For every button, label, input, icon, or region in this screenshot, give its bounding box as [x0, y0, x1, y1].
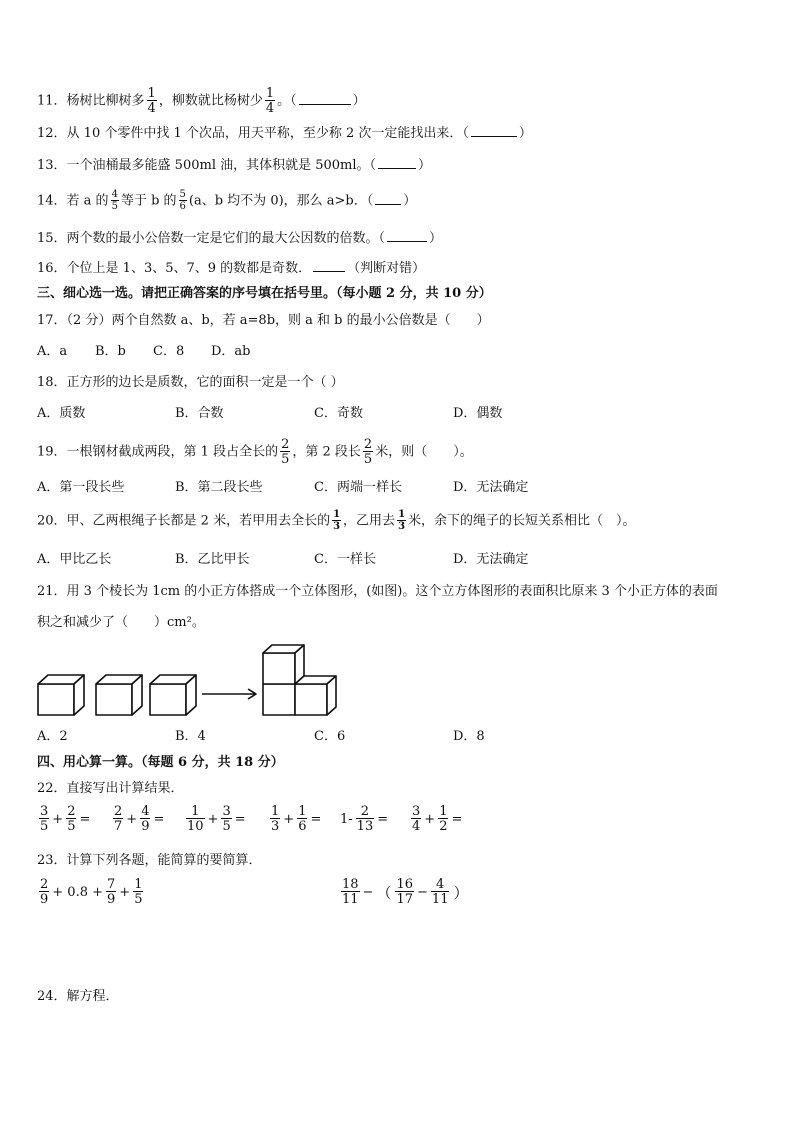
option-b[interactable]: B．第二段长些 [175, 480, 263, 495]
calc-expression-2[interactable]: $\frac{18}{11}$ − （ $\frac{16}{17}$ − $\frac{4}{11}$ ） [342, 877, 469, 907]
option-a[interactable]: A．甲比乙长 [37, 552, 112, 567]
section-4-heading: 四、用心算一算。（每题 6 分，共 18 分） [37, 755, 284, 770]
option-a[interactable]: A．质数 [37, 406, 86, 421]
option-a[interactable]: A．a [37, 344, 68, 359]
calc-item-4[interactable]: $\frac{1}{3}$ + $\frac{1}{6}$ = [271, 804, 322, 834]
option-b[interactable]: B．4 [175, 729, 206, 744]
calc-item-1[interactable]: $\frac{3}{5}$ + $\frac{2}{5}$ = [40, 804, 91, 834]
option-d[interactable]: D．无法确定 [453, 552, 529, 567]
question-13: 13．一个油桶最多能盛 500ml 油，其体积就是 500ml。（ ） [37, 158, 432, 173]
option-a[interactable]: A．第一段长些 [37, 480, 125, 495]
answer-blank[interactable] [299, 92, 351, 105]
question-16: 16．个位上是 1、3、5、7、9 的数都是奇数． （判断对错） [37, 261, 426, 276]
combined-shape [263, 645, 336, 715]
question-14: 14．若 a 的 $\frac{4}{5}$ 等于 b 的 $\frac{5}{6}$ (a、b 均不为 0)，那么 a>b．（ ） [37, 189, 417, 212]
fraction: $\frac{5}{6}$ [179, 189, 186, 212]
option-d[interactable]: D．ab [211, 344, 251, 359]
question-15: 15．两个数的最小公倍数一定是它们的最大公因数的倍数。（ ） [37, 231, 443, 246]
answer-blank[interactable] [313, 259, 345, 272]
option-d[interactable]: D．8 [453, 729, 485, 744]
question-17: 17．（2 分）两个自然数 a、b，若 a=8b，则 a 和 b 的最小公倍数是（ ） [37, 313, 490, 328]
question-11: 11．杨树比柳树多 $\frac{1}{4}$ ，柳数就比杨树少 $\frac{1}{4}$ 。（ ） [37, 86, 366, 116]
question-19: 19．一根钢材截成两段，第 1 段占全长的 $\frac{2}{5}$ ，第 2 段长 $\frac{2}{5}$ 米，则（ ）。 [37, 437, 473, 467]
option-c[interactable]: C．奇数 [314, 406, 363, 421]
option-c[interactable]: C．一样长 [314, 552, 376, 567]
question-22: 22．直接写出计算结果． [37, 781, 184, 796]
question-21-line-1: 21．用 3 个棱长为 1cm 的小正方体搭成一个立体图形，(如图)。这个立方体图形的表面积比原来 3 个小正方体的表面 [37, 584, 718, 599]
calc-item-3[interactable]: $\frac{1}{10}$ + $\frac{3}{5}$ = [187, 804, 246, 834]
cube-2 [96, 675, 142, 715]
answer-blank[interactable] [378, 156, 416, 169]
fraction: $\frac{1}{4}$ [265, 86, 275, 116]
option-d[interactable]: D．无法确定 [453, 480, 529, 495]
fraction: $\frac{2}{5}$ [363, 437, 373, 467]
calc-item-5[interactable]: 1- $\frac{2}{13}$ = [340, 804, 389, 834]
cube-3 [150, 675, 196, 715]
answer-blank[interactable] [471, 124, 517, 137]
option-b[interactable]: B．乙比甲长 [175, 552, 250, 567]
question-23: 23．计算下列各题，能简算的要简算． [37, 853, 262, 868]
calc-item-6[interactable]: $\frac{3}{4}$ + $\frac{1}{2}$ = [412, 804, 463, 834]
fraction: $\frac{2}{5}$ [281, 437, 290, 467]
question-24: 24．解方程． [37, 989, 119, 1004]
fraction: $\frac{1}{3}$ [333, 509, 341, 532]
answer-blank[interactable] [375, 192, 401, 205]
cubes-figure [36, 640, 346, 718]
arrow [202, 689, 256, 699]
fraction: $\frac{1}{4}$ [147, 86, 156, 116]
option-c[interactable]: C．6 [314, 729, 346, 744]
calc-item-2[interactable]: $\frac{2}{7}$ + $\frac{4}{9}$ = [114, 804, 165, 834]
question-21-line-2: 积之和减少了（ ）cm²。 [37, 615, 205, 630]
option-c[interactable]: C．8 [153, 344, 185, 359]
section-3-heading: 三、细心选一选。请把正确答案的序号填在括号里。（每小题 2 分，共 10 分） [37, 286, 492, 301]
option-b[interactable]: B．b [95, 344, 126, 359]
option-c[interactable]: C．两端一样长 [314, 480, 402, 495]
option-b[interactable]: B．合数 [175, 406, 224, 421]
fraction: $\frac{1}{3}$ [398, 509, 406, 532]
cube-1 [38, 675, 84, 715]
answer-blank[interactable] [387, 229, 427, 242]
calc-expression-1[interactable]: $\frac{2}{9}$ + 0.8 + $\frac{7}{9}$ + $\frac{1}{5}$ [40, 877, 143, 907]
option-a[interactable]: A．2 [37, 729, 68, 744]
question-18: 18．正方形的边长是质数，它的面积一定是一个（ ） [37, 375, 344, 390]
fraction: $\frac{4}{5}$ [111, 189, 118, 212]
question-12: 12．从 10 个零件中找 1 个次品，用天平称，至少称 2 次一定能找出来．（ ） [37, 126, 532, 141]
option-d[interactable]: D．偶数 [453, 406, 503, 421]
question-20: 20．甲、乙两根绳子长都是 2 米，若甲用去全长的 $\frac{1}{3}$ ，乙用去 $\frac{1}{3}$ 米，余下的绳子的长短关系相比（ ）。 [37, 509, 636, 532]
